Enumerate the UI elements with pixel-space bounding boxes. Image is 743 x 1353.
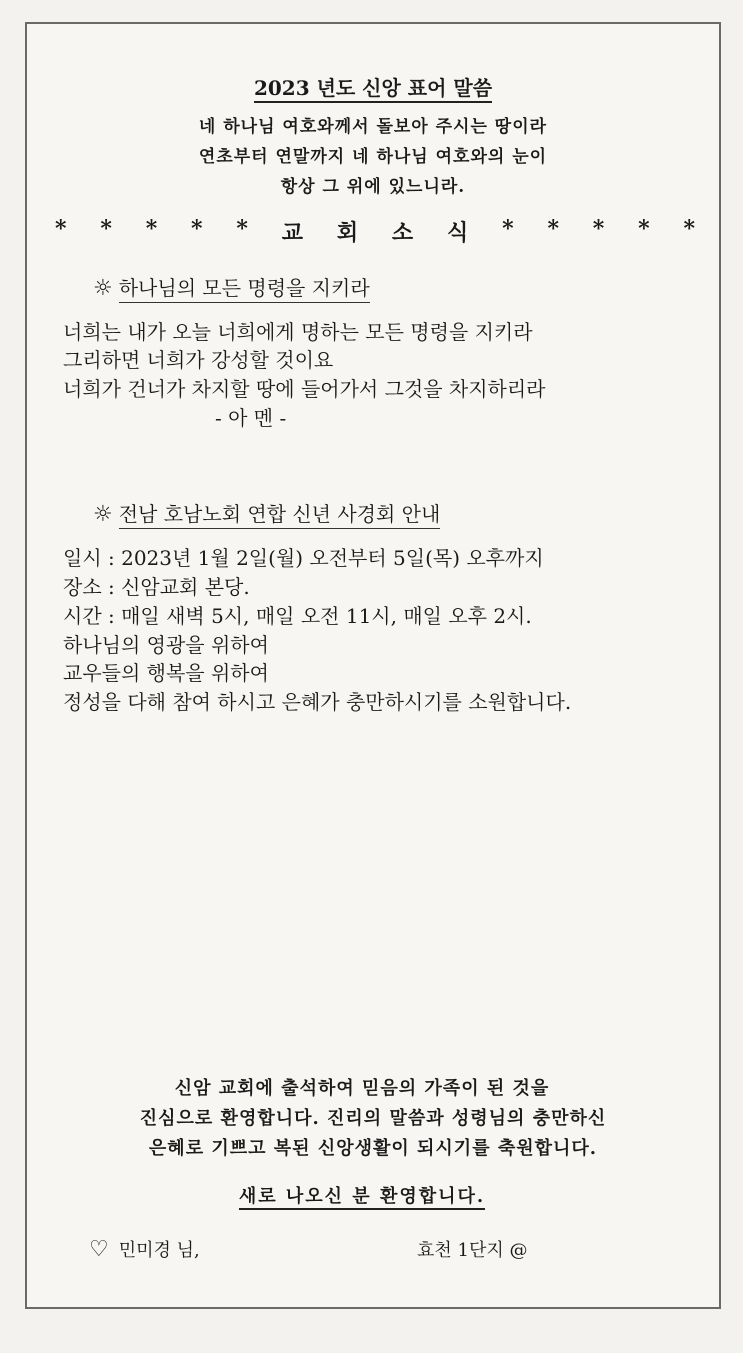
section2-heading: ☼ 전남 호남노회 연합 신년 사경회 안내 — [93, 502, 441, 527]
bulletin-frame — [25, 22, 721, 1309]
star: * — [502, 216, 514, 242]
star: * — [191, 216, 203, 242]
verse-line-1: 네 하나님 여호와께서 돌보아 주시는 땅이라 — [198, 117, 548, 137]
section2-line-5: 교우들의 행복을 위하여 — [63, 661, 269, 685]
banner-char: 회 — [336, 220, 359, 246]
section1-line-2: 그리하면 너희가 강성할 것이요 — [63, 348, 334, 372]
banner-char: 소 — [391, 220, 414, 246]
verse-line-3: 항상 그 위에 있느니라. — [280, 177, 466, 197]
star: * — [547, 216, 559, 242]
page-title: 2023 년도 신앙 표어 말씀 — [27, 72, 719, 101]
star: * — [638, 216, 650, 242]
sun-icon: ☼ — [93, 276, 113, 301]
welcome-line-1: 신암 교회에 출석하여 믿음의 가족이 된 것을 — [174, 1078, 550, 1099]
member-address: 효천 1단지 @ — [417, 1240, 528, 1261]
member-name: ♡ 민미경 님, — [89, 1237, 200, 1262]
welcome-line-2: 진심으로 환영합니다. 진리의 말씀과 성령님의 충만하신 — [139, 1108, 607, 1129]
star: * — [145, 216, 158, 242]
star: * — [100, 216, 112, 242]
section2-line-2: 장소 : 신암교회 본당. — [63, 575, 250, 599]
section2-line-6: 정성을 다해 참여 하시고 은혜가 충만하시기를 소원합니다. — [63, 690, 572, 714]
verse-line-2: 연초부터 연말까지 네 하나님 여호와의 눈이 — [198, 147, 548, 167]
welcome-subtitle: 새로 나오신 분 환영합니다. — [5, 1182, 719, 1208]
banner-char: 교 — [281, 220, 303, 246]
star: * — [236, 216, 248, 242]
section2-line-1: 일시 : 2023년 1월 2일(월) 오전부터 5일(목) 오후까지 — [63, 546, 544, 570]
star: * — [55, 216, 67, 242]
section1-line-1: 너희는 내가 오늘 너희에게 명하는 모든 명령을 지키라 — [63, 320, 533, 344]
welcome-line-3: 은혜로 기쁘고 복된 신앙생활이 되시기를 축원합니다. — [148, 1138, 598, 1159]
amen-line: - 아 멘 - — [215, 406, 287, 430]
section1-line-3: 너희가 건너가 차지할 땅에 들어가서 그것을 차지하리라 — [63, 377, 546, 401]
sun-icon: ☼ — [93, 502, 113, 527]
section2-line-3: 시간 : 매일 새벽 5시, 매일 오전 11시, 매일 오후 2시. — [63, 604, 532, 628]
banner-char: 식 — [447, 220, 469, 246]
section1-heading: ☼ 하나님의 모든 명령을 지키라 — [93, 276, 370, 301]
church-news-banner — [55, 216, 695, 247]
star: * — [592, 216, 605, 242]
star: * — [683, 216, 695, 242]
heart-outline-icon: ♡ — [89, 1237, 109, 1262]
section2-line-4: 하나님의 영광을 위하여 — [63, 633, 269, 657]
